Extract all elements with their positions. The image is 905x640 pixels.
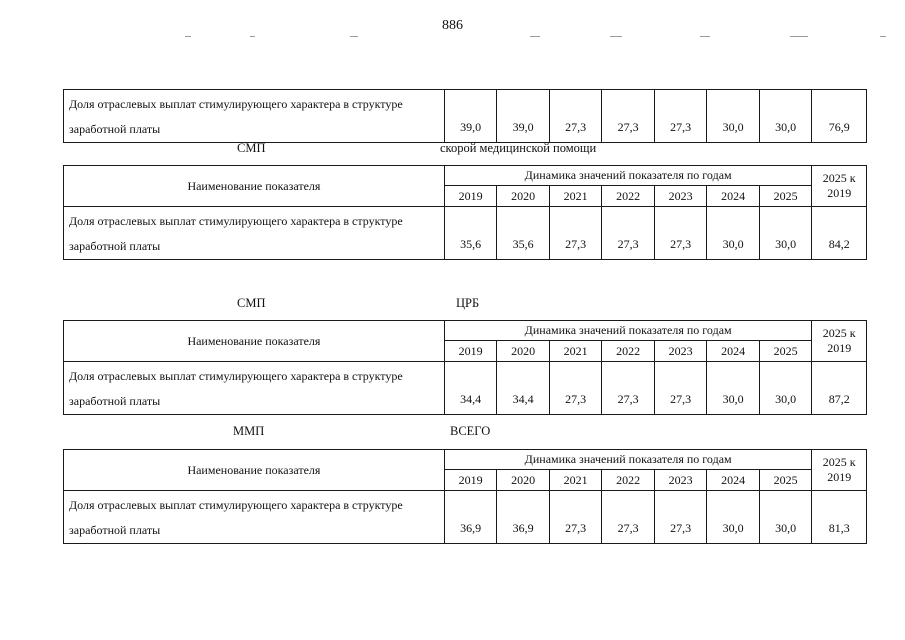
scan-mark xyxy=(790,36,808,37)
value-2020: 39,0 xyxy=(497,90,550,143)
value-2021: 27,3 xyxy=(549,362,602,415)
indicator-table xyxy=(63,165,867,260)
row-label: Доля отраслевых выплат стимулирующего характера в структуре заработной платы xyxy=(64,90,445,143)
value-2019: 34,4 xyxy=(444,362,497,415)
year-2023: 2023 xyxy=(654,341,707,362)
section-label-left: ММП xyxy=(233,424,265,438)
year-2025: 2025 xyxy=(759,341,812,362)
value-2022: 27,3 xyxy=(602,90,655,143)
year-2020: 2020 xyxy=(497,470,550,491)
value-2023: 27,3 xyxy=(654,362,707,415)
indicator-table xyxy=(63,449,867,544)
section-label-right: ВСЕГО xyxy=(450,424,491,438)
year-2019: 2019 xyxy=(444,341,497,362)
year-2021: 2021 xyxy=(549,341,602,362)
header-indicator-name: Наименование показателя xyxy=(64,166,445,207)
year-2024: 2024 xyxy=(707,341,760,362)
year-2023: 2023 xyxy=(654,470,707,491)
year-2022: 2022 xyxy=(602,470,655,491)
header-ratio: 2025 к 2019 xyxy=(812,450,867,491)
scan-mark xyxy=(185,36,191,37)
continuation-table xyxy=(63,89,867,143)
row-label: Доля отраслевых выплат стимулирующего характера в структуре заработной платы xyxy=(64,362,445,415)
section-label-right: скорой медицинской помощи xyxy=(440,141,597,155)
section-label-left: СМП xyxy=(237,141,266,155)
header-indicator-name: Наименование показателя xyxy=(64,450,445,491)
value-ratio: 76,9 xyxy=(812,90,867,143)
value-2021: 27,3 xyxy=(549,90,602,143)
header-ratio: 2025 к 2019 xyxy=(812,166,867,207)
value-2020: 34,4 xyxy=(497,362,550,415)
header-dynamics: Динамика значений показателя по годам xyxy=(444,321,812,341)
value-2024: 30,0 xyxy=(707,207,760,260)
section-label-right: ЦРБ xyxy=(456,296,480,310)
value-2025: 30,0 xyxy=(759,207,812,260)
value-2025: 30,0 xyxy=(759,90,812,143)
header-dynamics: Динамика значений показателя по годам xyxy=(444,450,812,470)
scan-mark xyxy=(610,36,622,37)
year-2023: 2023 xyxy=(654,186,707,207)
value-2025: 30,0 xyxy=(759,491,812,544)
value-2019: 35,6 xyxy=(444,207,497,260)
year-2025: 2025 xyxy=(759,186,812,207)
value-2019: 36,9 xyxy=(444,491,497,544)
value-ratio: 87,2 xyxy=(812,362,867,415)
year-2025: 2025 xyxy=(759,470,812,491)
value-2022: 27,3 xyxy=(602,362,655,415)
scan-mark xyxy=(530,36,540,37)
value-2021: 27,3 xyxy=(549,491,602,544)
value-2020: 36,9 xyxy=(497,491,550,544)
value-ratio: 84,2 xyxy=(812,207,867,260)
value-2023: 27,3 xyxy=(654,90,707,143)
value-ratio: 81,3 xyxy=(812,491,867,544)
year-2022: 2022 xyxy=(602,341,655,362)
scan-mark xyxy=(350,36,358,37)
year-2024: 2024 xyxy=(707,186,760,207)
year-2019: 2019 xyxy=(444,186,497,207)
year-2022: 2022 xyxy=(602,186,655,207)
value-2020: 35,6 xyxy=(497,207,550,260)
section-label-left: СМП xyxy=(237,296,266,310)
value-2022: 27,3 xyxy=(602,207,655,260)
header-dynamics: Динамика значений показателя по годам xyxy=(444,166,812,186)
scan-mark xyxy=(880,36,886,37)
scan-mark xyxy=(700,36,710,37)
year-2021: 2021 xyxy=(549,186,602,207)
row-label: Доля отраслевых выплат стимулирующего характера в структуре заработной платы xyxy=(64,491,445,544)
year-2024: 2024 xyxy=(707,470,760,491)
row-label: Доля отраслевых выплат стимулирующего характера в структуре заработной платы xyxy=(64,207,445,260)
year-2020: 2020 xyxy=(497,341,550,362)
value-2024: 30,0 xyxy=(707,362,760,415)
value-2022: 27,3 xyxy=(602,491,655,544)
year-2021: 2021 xyxy=(549,470,602,491)
header-indicator-name: Наименование показателя xyxy=(64,321,445,362)
value-2024: 30,0 xyxy=(707,90,760,143)
value-2023: 27,3 xyxy=(654,491,707,544)
value-2023: 27,3 xyxy=(654,207,707,260)
header-ratio: 2025 к 2019 xyxy=(812,321,867,362)
year-2020: 2020 xyxy=(497,186,550,207)
year-2019: 2019 xyxy=(444,470,497,491)
value-2021: 27,3 xyxy=(549,207,602,260)
value-2019: 39,0 xyxy=(444,90,497,143)
scan-mark xyxy=(250,36,255,37)
indicator-table xyxy=(63,320,867,415)
page-number: 886 xyxy=(442,18,463,33)
value-2025: 30,0 xyxy=(759,362,812,415)
value-2024: 30,0 xyxy=(707,491,760,544)
